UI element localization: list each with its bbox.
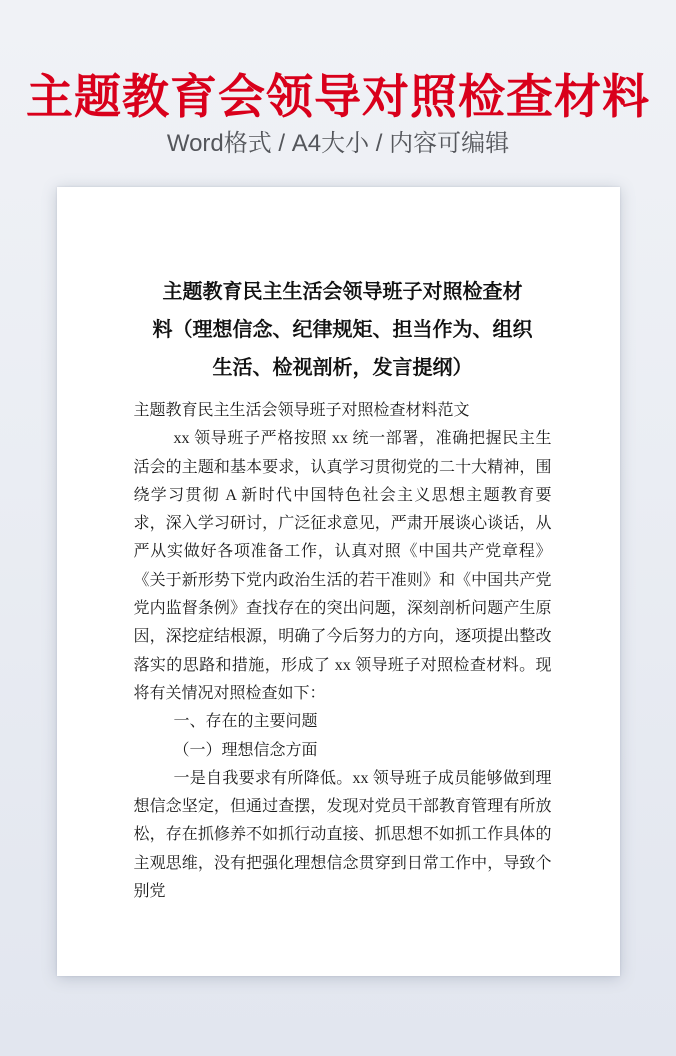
page-title: 主题教育会领导对照检查材料 <box>26 70 650 123</box>
document-title-line: 料（理想信念、纪律规矩、担当作为、组织 <box>152 319 533 341</box>
document-title <box>134 273 552 387</box>
doc-heading-ideals-beliefs: （一）理想信念方面 <box>173 741 318 759</box>
doc-paragraph-point-one: 一是自我要求有所降低。xx 领导班子成员能够做到理想信念坚定，但通过查摆，发现对党员干部教育管理有所放松，存在抓修养不如抓行动直接、抓思想不如抓工作具体的主观思维，没有把强化理想信念贯穿到日常工作中，导致个别党 <box>133 769 552 901</box>
page-subtitle: Word格式 / A4大小 / 内容可编辑 <box>166 130 510 157</box>
doc-paragraph-subtitle: 主题教育民主生活会领导班子对照检查材料范文 <box>133 402 470 419</box>
document-title-line: 主题教育民主生活会领导班子对照检查材 <box>162 281 523 303</box>
document-body <box>134 397 552 906</box>
promo-header <box>0 0 676 160</box>
document-title-line: 生活、检视剖析，发言提纲） <box>212 357 473 379</box>
doc-heading-main-problems: 一、存在的主要问题 <box>173 713 318 731</box>
doc-paragraph-intro: xx 领导班子严格按照 xx 统一部署，准确把握民主生活会的主题和基本要求，认真学习贯彻党的二十大精神，围绕学习贯彻 A 新时代中国特色社会主义思想主题教育要求，深入学习研讨，广泛征求意见，严肃开展谈心谈话，从严从实做好各项准备工作，认真对照《中国共产党章程》《关于新形势下党内政治生活的若干准则》和《中国共产党党内监督条例》查找存在的突出问题，深刻剖析问题产生原因，深挖症结根源，明确了今后努力的方向，逐项提出整改落实的思路和措施，形成了 xx 领导班子对照检查材料。现将有关情况对照检查如下： <box>133 430 552 702</box>
document-page <box>57 187 620 976</box>
